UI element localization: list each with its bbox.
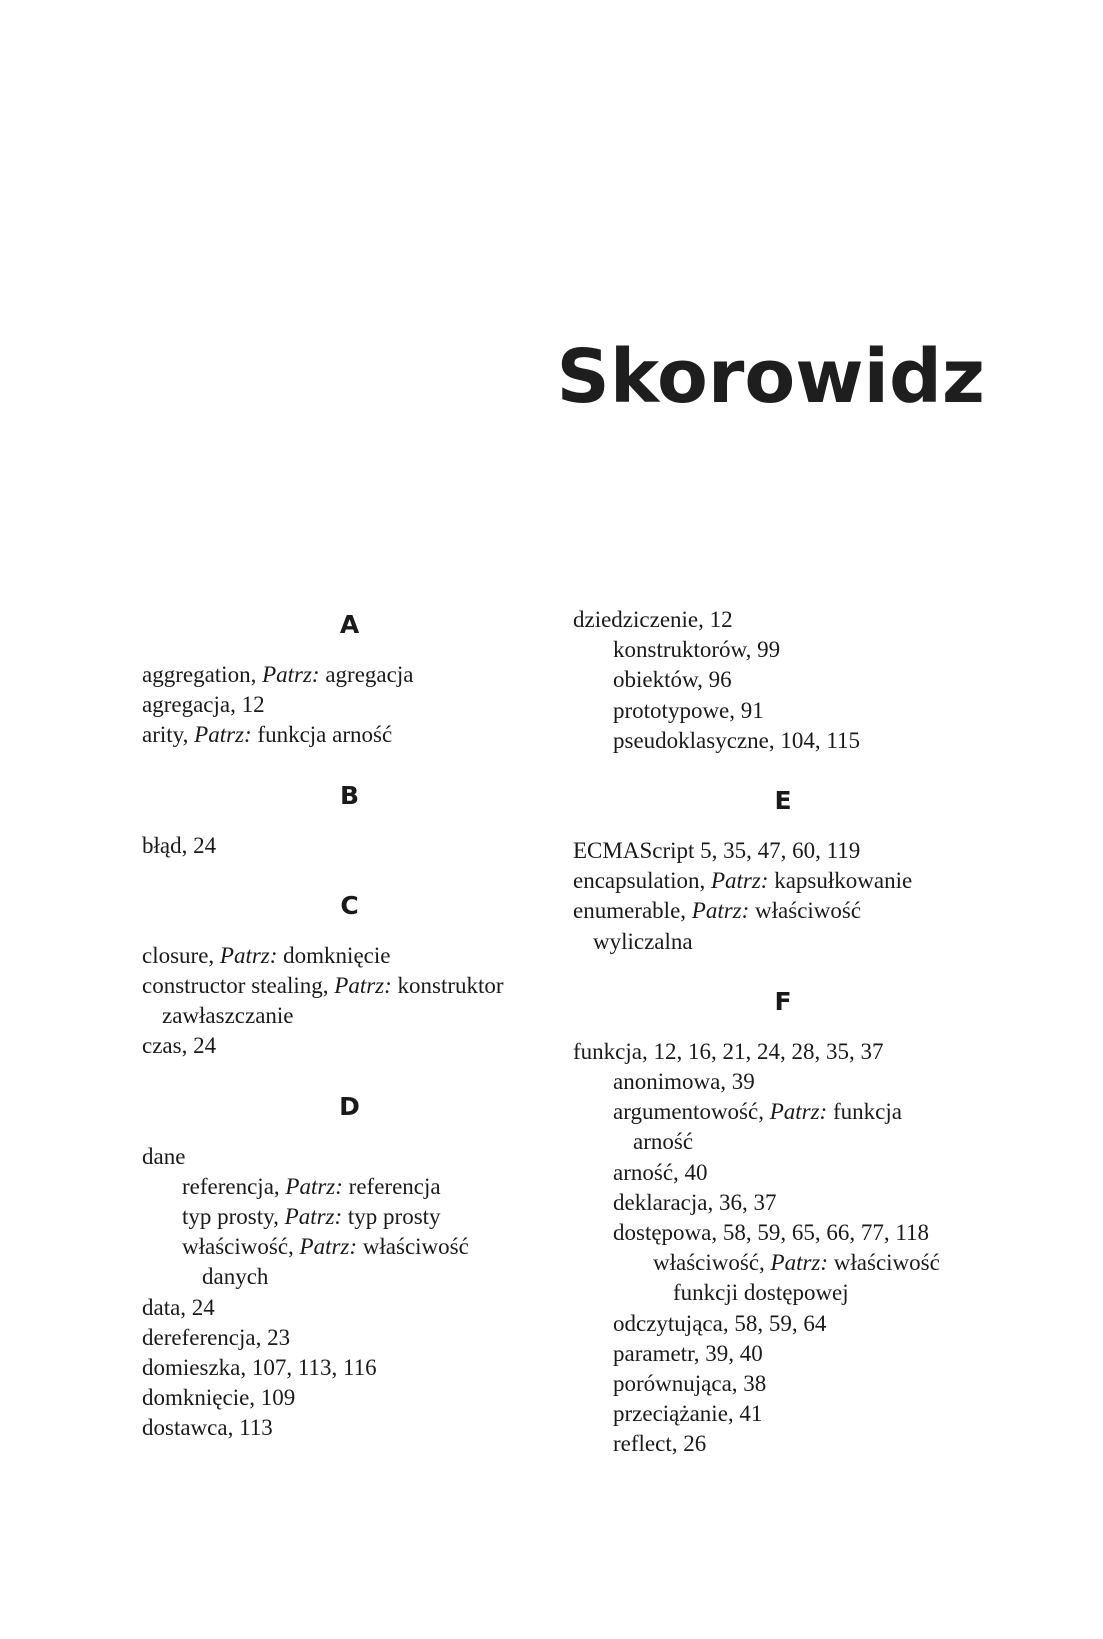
see-label: Patrz: [299, 1234, 358, 1260]
section-letter: D [339, 1091, 360, 1121]
entry-term: właściwość, [653, 1250, 771, 1276]
entry-term: obiektów, 96 [613, 667, 732, 693]
see-target: konstruktor [397, 973, 504, 999]
entry-term: parametr, 39, 40 [613, 1340, 763, 1366]
entry-term: arność, 40 [613, 1159, 708, 1185]
index-column-left [142, 610, 557, 1444]
section-letter: E [774, 786, 792, 816]
index-entry [573, 696, 993, 726]
index-entry [573, 1097, 993, 1127]
index-entry [573, 1248, 993, 1278]
entry-term: encapsulation, [573, 868, 711, 894]
entry-term: closure, [142, 942, 220, 968]
see-target: kapsułkowanie [774, 868, 913, 894]
index-section [142, 610, 557, 751]
entry-term: arity, [142, 722, 195, 748]
index-section [142, 1092, 557, 1444]
index-entry [573, 1158, 993, 1188]
index-entry [142, 1413, 557, 1443]
index-entry [142, 831, 557, 861]
see-label: Patrz: [262, 662, 320, 687]
entry-term: prototypowe, 91 [613, 697, 764, 723]
see-target: właściwość [833, 1250, 940, 1276]
index-section [573, 786, 993, 957]
entry-term: deklaracja, 36, 37 [613, 1189, 777, 1215]
index-entry [142, 660, 557, 690]
see-label: Patrz: [770, 1250, 829, 1276]
index-section [142, 891, 557, 1062]
entry-term: agregacja, 12 [142, 692, 265, 718]
index-entry [142, 971, 557, 1001]
entry-term: dereferencja, 23 [142, 1324, 291, 1350]
see-target: typ prosty [347, 1204, 441, 1230]
index-entry [142, 1353, 557, 1383]
see-label: Patrz: [194, 722, 252, 748]
entry-term: domieszka, 107, 113, 116 [142, 1355, 377, 1381]
index-entry [573, 1188, 993, 1218]
entry-term: dostawca, 113 [142, 1415, 273, 1441]
index-entry [142, 720, 557, 750]
index-section [142, 781, 557, 861]
entry-term: ECMAScript 5, 35, 47, 60, 119 [573, 838, 861, 864]
section-letter: A [339, 610, 360, 639]
index-entry [573, 635, 993, 665]
see-target: referencja [348, 1173, 441, 1199]
index-entry [573, 866, 993, 896]
entry-term: właściwość, [182, 1234, 300, 1260]
index-entry [573, 1429, 993, 1459]
index-entry [573, 896, 993, 926]
see-label: Patrz: [769, 1099, 828, 1125]
index-section [573, 987, 993, 1460]
index-entry [573, 665, 993, 695]
section-letter: C [340, 890, 359, 920]
index-entry [142, 1142, 557, 1172]
entry-term: reflect, 26 [613, 1431, 707, 1457]
index-entry-continuation: zawłaszczanie [162, 1003, 294, 1029]
see-target: właściwość [755, 898, 862, 924]
section-letter: F [774, 986, 792, 1016]
index-section [573, 605, 993, 756]
see-target: funkcja [832, 1099, 902, 1125]
see-label: Patrz: [691, 898, 750, 924]
index-entry-continuation: arność [633, 1129, 694, 1155]
index-entry [142, 1031, 557, 1061]
entry-term: dostępowa, 58, 59, 65, 66, 77, 118 [613, 1220, 930, 1246]
index-entry [573, 1309, 993, 1339]
index-entry [142, 1202, 557, 1232]
see-target: funkcja arność [257, 722, 393, 748]
entry-term: funkcja, 12, 16, 21, 24, 28, 35, 37 [573, 1038, 884, 1064]
see-label: Patrz: [219, 942, 278, 968]
entry-term: odczytująca, 58, 59, 64 [613, 1310, 827, 1336]
entry-term: dziedziczenie, 12 [573, 607, 733, 632]
see-target: domknięcie [283, 942, 391, 968]
entry-term: pseudoklasyczne, 104, 115 [613, 727, 860, 753]
index-entry-continuation: wyliczalna [593, 928, 693, 954]
index-entry [142, 1383, 557, 1413]
entry-term: domknięcie, 109 [142, 1385, 296, 1411]
entry-term: czas, 24 [142, 1033, 217, 1059]
entry-term: data, 24 [142, 1294, 215, 1320]
entry-term: argumentowość, [613, 1099, 770, 1125]
index-entry [573, 1339, 993, 1369]
see-label: Patrz: [334, 973, 392, 999]
page-title: Skorowidz [556, 334, 985, 420]
index-entry-continuation: funkcji dostępowej [673, 1280, 849, 1306]
index-entry-continuation: danych [202, 1264, 269, 1290]
index-entry [142, 690, 557, 720]
index-entry [573, 1399, 993, 1429]
entry-term: referencja, [182, 1173, 286, 1199]
see-target: właściwość [362, 1234, 469, 1260]
index-entry [573, 605, 993, 635]
entry-term: constructor stealing, [142, 973, 335, 999]
entry-term: porównująca, 38 [613, 1371, 767, 1397]
entry-term: błąd, 24 [142, 832, 217, 858]
index-entry [573, 836, 993, 866]
see-label: Patrz: [284, 1204, 343, 1230]
see-label: Patrz: [710, 868, 769, 894]
see-target: agregacja [325, 662, 414, 687]
index-entry [573, 726, 993, 756]
entry-term: przeciążanie, 41 [613, 1401, 763, 1427]
index-entry [142, 1232, 557, 1262]
index-entry [142, 1293, 557, 1323]
section-letter: B [339, 780, 360, 810]
index-entry [142, 1172, 557, 1202]
entry-term: enumerable, [573, 898, 692, 924]
index-entry [142, 1323, 557, 1353]
entry-term: aggregation, [142, 662, 263, 687]
index-entry [573, 1037, 993, 1067]
index-entry [573, 1369, 993, 1399]
index-entry [142, 941, 557, 971]
index-entry [573, 1218, 993, 1248]
index-column-right [573, 605, 993, 1460]
entry-term: konstruktorów, 99 [613, 637, 781, 663]
see-label: Patrz: [285, 1173, 343, 1199]
entry-term: typ prosty, [182, 1204, 285, 1230]
entry-term: anonimowa, 39 [613, 1069, 755, 1095]
entry-term: dane [142, 1143, 186, 1169]
index-entry [573, 1067, 993, 1097]
